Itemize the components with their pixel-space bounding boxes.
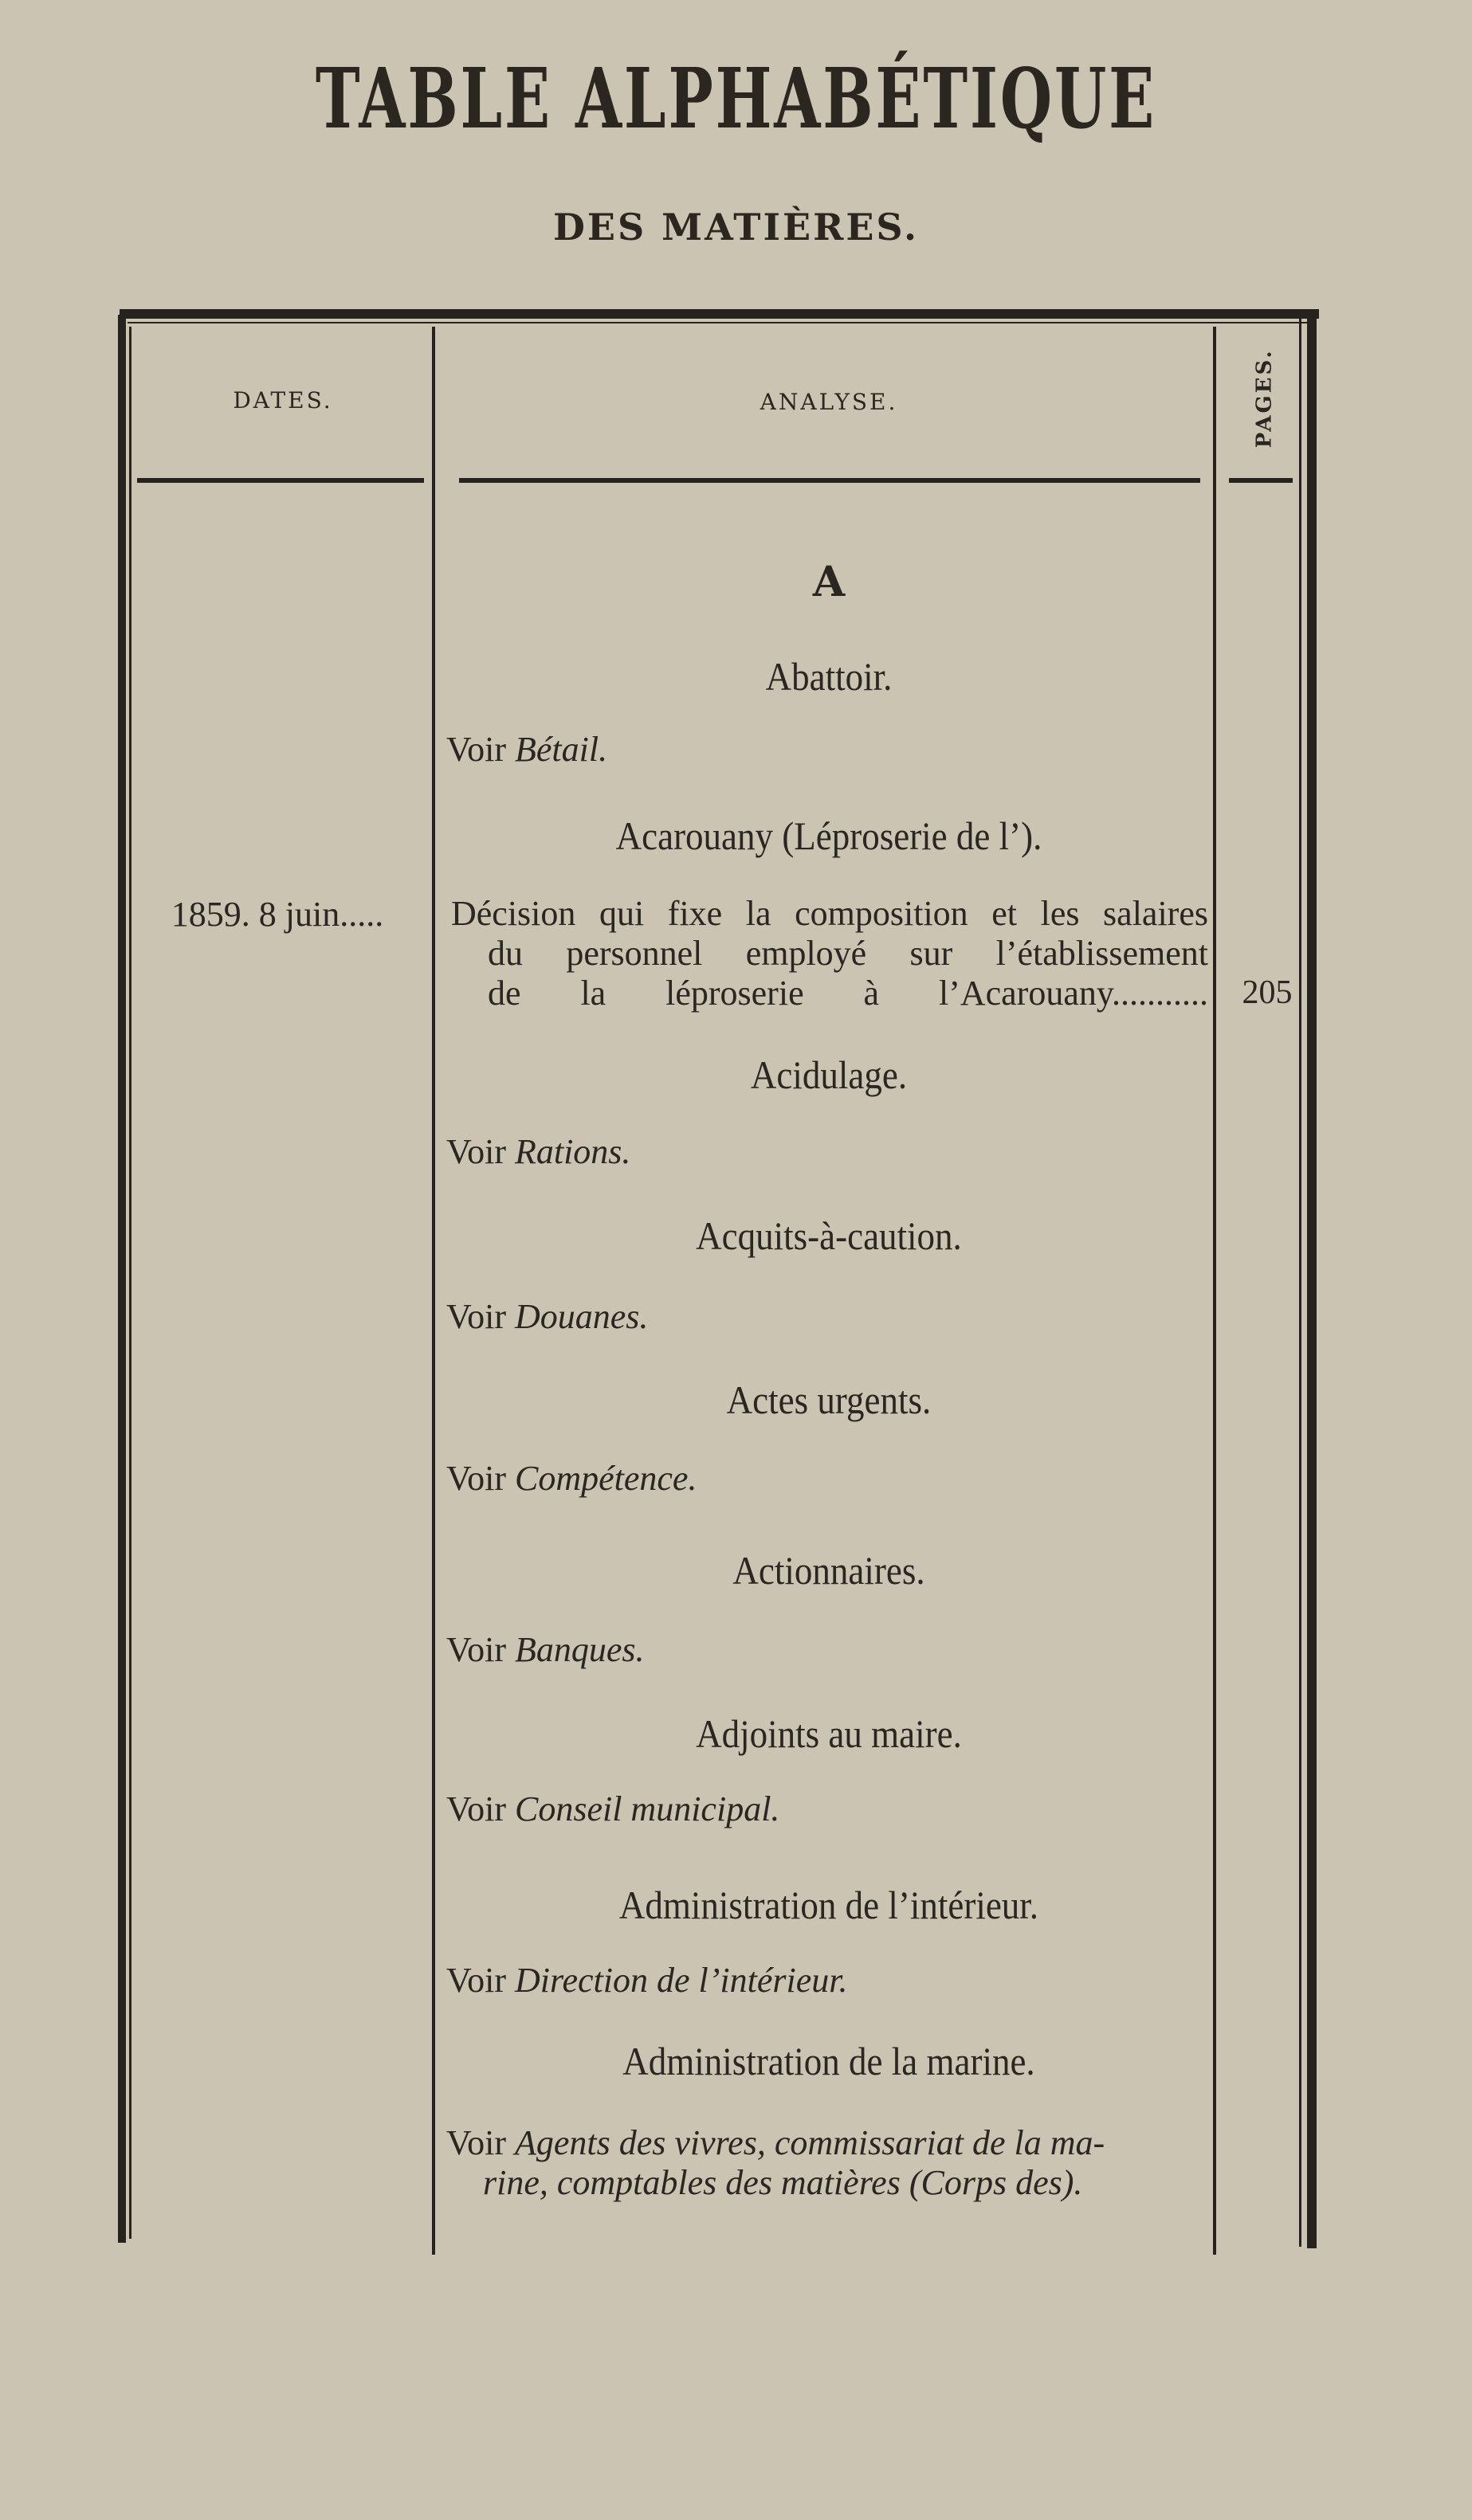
top-rule-thin	[128, 322, 1315, 323]
dates-header-rule	[137, 478, 424, 483]
entry-text-acarouany	[451, 894, 1208, 1013]
pages-header-rule	[1229, 478, 1293, 483]
entry-heading-admin-marine: Administration de la marine.	[622, 2039, 1035, 2083]
dates-column-rule	[432, 327, 435, 2255]
entry-voir-actionnaires: Voir Banques.	[446, 1630, 645, 1669]
right-inner-rule	[1299, 319, 1301, 2247]
entry-page-acarouany: 205	[1242, 974, 1293, 1011]
entry-heading-actionnaires: Actionnaires.	[732, 1548, 925, 1593]
header-analyse: ANALYSE.	[760, 389, 898, 415]
entry-date-acarouany: 1859. 8 juin.....	[171, 895, 384, 934]
header-pages	[1216, 348, 1312, 449]
header-dates: DATES.	[233, 387, 333, 413]
entry-heading-admin-interieur: Administration de l’intérieur.	[618, 1883, 1039, 1927]
entry-heading-abattoir: Abattoir.	[765, 654, 893, 699]
entry-heading-adjoints: Adjoints au maire.	[696, 1711, 962, 1756]
left-outer-rule	[118, 315, 126, 2243]
left-inner-rule	[129, 327, 131, 2239]
entry-text-line: du personnel employé sur l’établissement	[488, 934, 1208, 973]
analyse-header-rule	[459, 478, 1200, 483]
entry-voir-acquits: Voir Douanes.	[446, 1297, 649, 1336]
page-title: TABLE ALPHABÉTIQUE	[315, 49, 1157, 147]
page-subtitle: DES MATIÈRES.	[553, 206, 919, 249]
section-letter: A	[812, 558, 846, 606]
entry-voir-acidulage: Voir Rations.	[446, 1132, 631, 1171]
entry-text-line: Décision qui fixe la composition et les salaires	[451, 894, 1208, 933]
entry-heading-acquits: Acquits-à-caution.	[696, 1213, 962, 1258]
entry-voir-admin-marine: Voir Agents des vivres, commissariat de la ma- rine, comptables des matières (Corps des).	[446, 2123, 1105, 2202]
entry-heading-acidulage: Acidulage.	[750, 1052, 908, 1097]
entry-text-line: de la léproserie à l’Acarouany...........	[488, 974, 1208, 1013]
header-pages-label: PAGES.	[1252, 348, 1277, 449]
entry-heading-actes: Actes urgents.	[726, 1378, 932, 1422]
entry-voir-abattoir: Voir Bétail.	[446, 730, 608, 769]
entry-heading-acarouany: Acarouany (Léproserie de l’).	[615, 813, 1042, 858]
entry-voir-adjoints: Voir Conseil municipal.	[446, 1789, 780, 1828]
entry-voir-admin-interieur: Voir Direction de l’intérieur.	[446, 1961, 848, 2000]
right-outer-rule	[1307, 312, 1317, 2248]
top-rule	[120, 309, 1319, 319]
entry-voir-actes: Voir Compétence.	[446, 1459, 697, 1498]
analyse-column-rule	[1213, 327, 1216, 2255]
